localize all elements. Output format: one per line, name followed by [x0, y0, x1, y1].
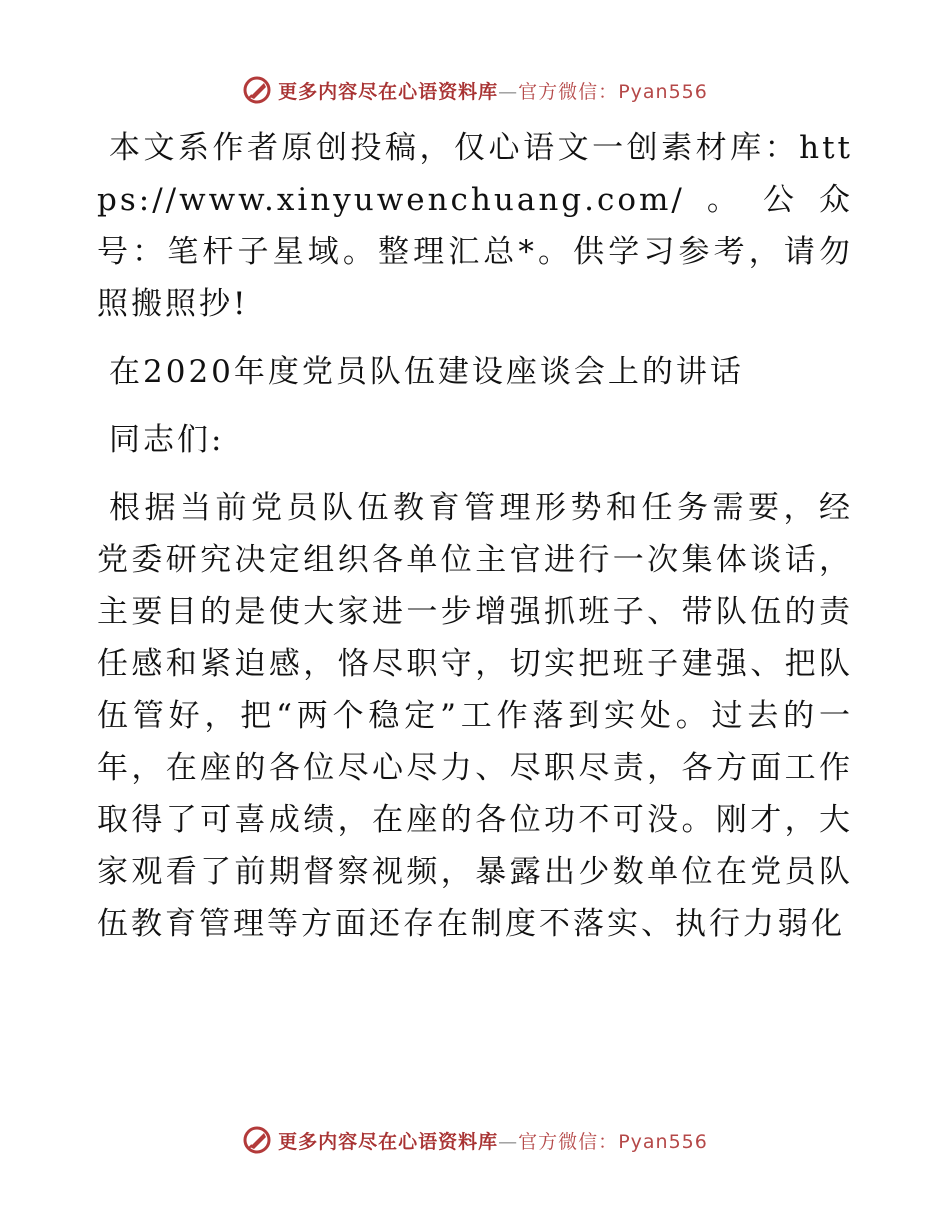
footer-separator: —	[498, 1130, 519, 1153]
header-wechat-label: 官方微信：	[518, 80, 619, 103]
notice-paragraph: 本文系作者原创投稿，仅心语文一创素材库：https://www.xinyuwenchuang.com/。公众号：笔杆子星域。整理汇总*。供学习参考，请勿照搬照抄!	[97, 130, 853, 322]
footer-banner-text	[278, 1127, 708, 1154]
quill-logo-icon	[242, 75, 272, 105]
footer-brand: 更多内容尽在心语资料库	[278, 1130, 499, 1153]
body-paragraph: 根据当前党员队伍教育管理形势和任务需要，经党委研究决定组织各单位主官进行一次集体谈话，主要目的是使大家进一步增强抓班子、带队伍的责任感和紧迫感，恪尽职守，切实把班子建强、把队伍管好，把“两个稳定”工作落到实处。过去的一年，在座的各位尽心尽力、尽职尽责，各方面工作取得了可喜成绩，在座的各位功不可没。刚才，大家观看了前期督察视频，暴露出少数单位在党员队伍教育管理等方面还存在制度不落实、执行力弱化	[97, 490, 853, 942]
header-brand: 更多内容尽在心语资料库	[278, 80, 499, 103]
header-wechat-id: Pyan556	[618, 80, 708, 103]
document-title: 在2020年度党员队伍建设座谈会上的讲话	[109, 354, 744, 390]
header-banner-text	[278, 77, 708, 104]
document-body	[97, 122, 853, 966]
salutation: 同志们:	[109, 422, 225, 458]
header-separator: —	[498, 80, 519, 103]
footer-wechat-label: 官方微信：	[518, 1130, 619, 1153]
footer-wechat-id: Pyan556	[618, 1130, 708, 1153]
header-banner	[0, 70, 950, 110]
quill-logo-icon	[242, 1125, 272, 1155]
footer-banner	[0, 1120, 950, 1160]
